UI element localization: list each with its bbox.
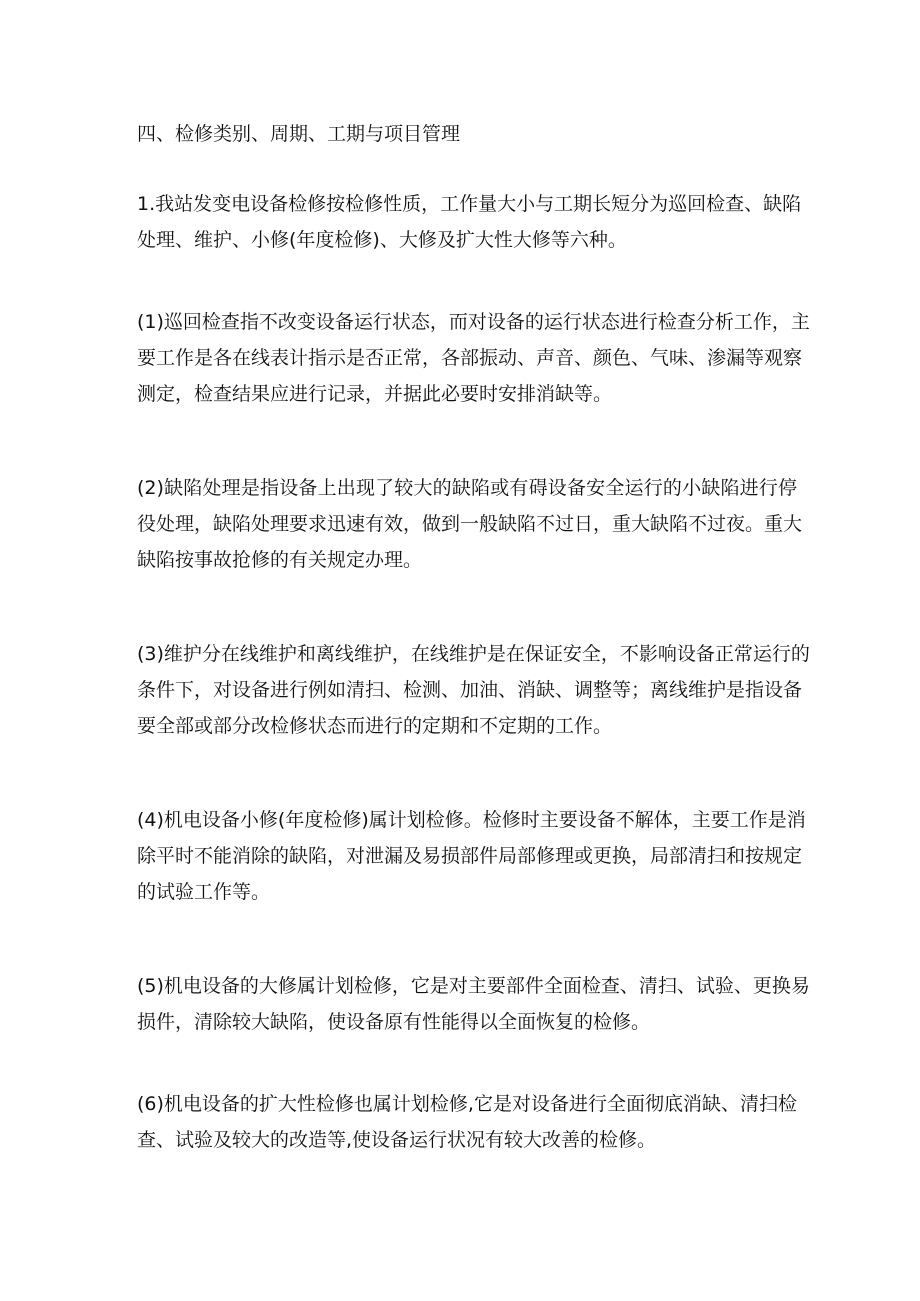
text-line: 的试验工作等。 — [137, 881, 271, 903]
paragraph-defect-handling — [137, 470, 803, 578]
text-line: (5)机电设备的大修属计划检修，它是对主要部件全面检查、清扫、试验、更换易 — [137, 975, 810, 997]
text-line: 要全部或部分改检修状态而进行的定期和不定期的工作。 — [137, 715, 613, 737]
text-line: 除平时不能消除的缺陷，对泄漏及易损部件局部修理或更换，局部清扫和按规定 — [137, 845, 803, 867]
paragraph-inspection — [137, 304, 810, 412]
text-line: (1)巡回检查指不改变设备运行状态，而对设备的运行状态进行检查分析工作，主 — [137, 311, 810, 333]
paragraph-extended-repair — [137, 1086, 797, 1158]
text-line: 测定，检查结果应进行记录，并据此必要时安排消缺等。 — [137, 383, 613, 405]
text-line: (2)缺陷处理是指设备上出现了较大的缺陷或有碍设备安全运行的小缺陷进行停 — [137, 477, 797, 499]
text-line: 1.我站发变电设备检修按检修性质，工作量大小与工期长短分为巡回检查、缺陷 — [137, 193, 802, 215]
paragraph-minor-repair — [137, 802, 806, 910]
text-line: 查、试验及较大的改造等,使设备运行状况有较大改善的检修。 — [137, 1129, 657, 1151]
text-line: (3)维护分在线维护和离线维护，在线维护是在保证安全，不影响设备正常运行的 — [137, 643, 810, 665]
text-line: 条件下，对设备进行例如清扫、检测、加油、消缺、调整等；离线维护是指设备 — [137, 679, 803, 701]
paragraph-overview — [137, 186, 802, 258]
paragraph-major-repair — [137, 968, 810, 1040]
text-line: (6)机电设备的扩大性检修也属计划检修,它是对设备进行全面彻底消缺、清扫检 — [137, 1093, 797, 1115]
text-line: 缺陷按事故抢修的有关规定办理。 — [137, 549, 423, 571]
text-line: 役处理，缺陷处理要求迅速有效，做到一般缺陷不过日，重大缺陷不过夜。重大 — [137, 513, 803, 535]
text-line: (4)机电设备小修(年度检修)属计划检修。检修时主要设备不解体，主要工作是消 — [137, 809, 806, 831]
text-line: 损件，清除较大缺陷，使设备原有性能得以全面恢复的检修。 — [137, 1011, 651, 1033]
text-line: 处理、维护、小修(年度检修)、大修及扩大性大修等六种。 — [137, 229, 627, 251]
text-line: 要工作是各在线表计指示是否正常，各部振动、声音、颜色、气味、渗漏等观察 — [137, 347, 803, 369]
section-heading: 四、检修类别、周期、工期与项目管理 — [137, 123, 461, 145]
paragraph-maintenance — [137, 636, 810, 744]
